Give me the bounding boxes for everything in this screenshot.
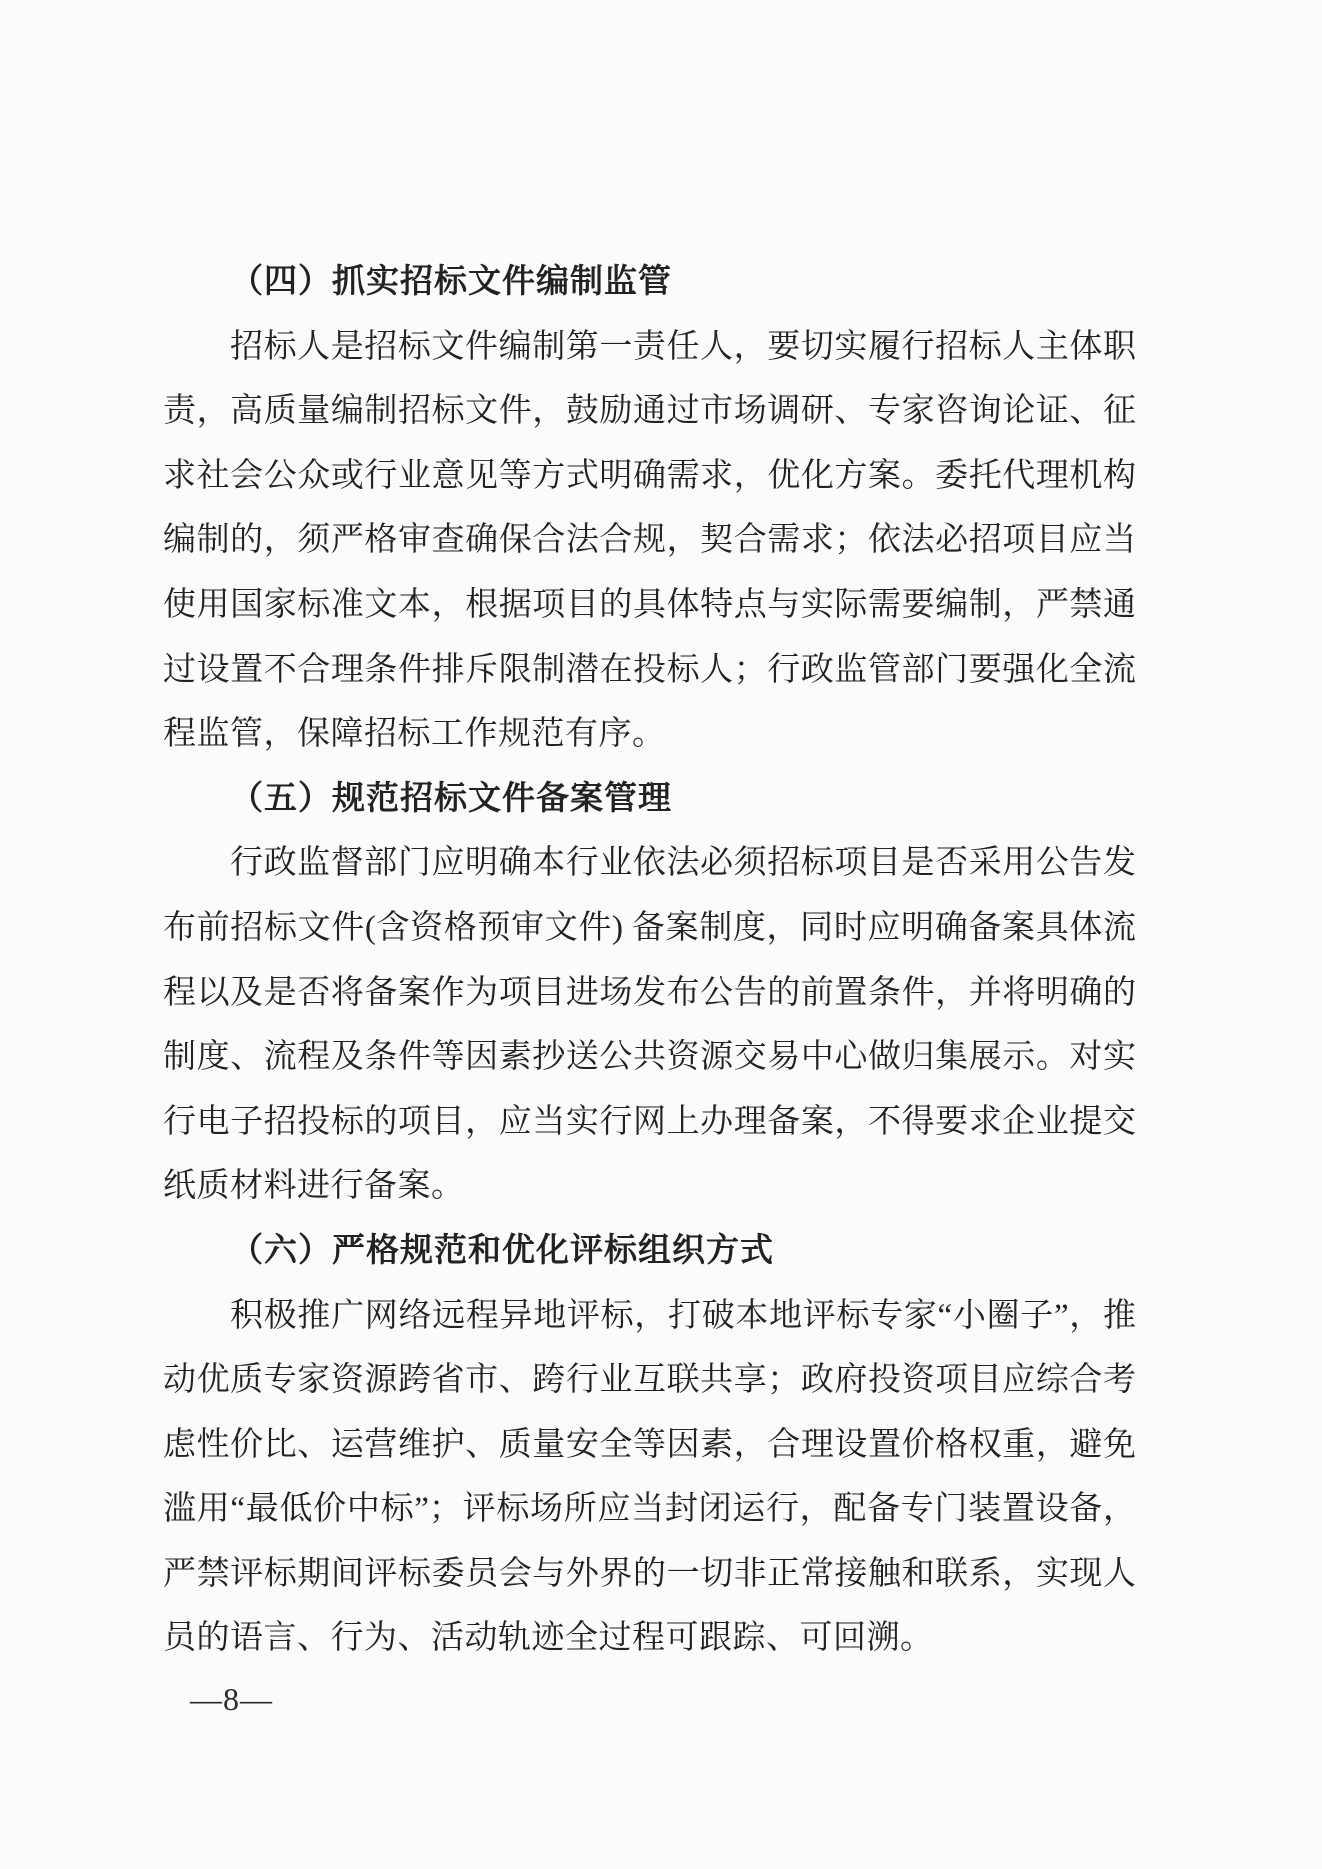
- document-body: [163, 250, 1136, 1671]
- text-line: 编制的，须严格审查确保合法合规，契合需求；依法必招项目应当: [163, 522, 1136, 559]
- text-line: 纸质材料进行备案。: [163, 1168, 465, 1205]
- text-line: 使用国家标准文本，根据项目的具体特点与实际需要编制，严禁通: [163, 586, 1136, 623]
- text-line: 过设置不合理条件排斥限制潜在投标人；行政监管部门要强化全流: [163, 651, 1136, 688]
- text-line: 积极推广网络远程异地评标，打破本地评标专家“小圈子”，推: [230, 1297, 1136, 1334]
- text-line: 虑性价比、运营维护、质量安全等因素，合理设置价格权重，避免: [163, 1426, 1136, 1463]
- text-line: 布前招标文件(含资格预审文件) 备案制度，同时应明确备案具体流: [163, 909, 1136, 946]
- page-number: —8—: [190, 1681, 273, 1717]
- text-line: 员的语言、行为、活动轨迹全过程可跟踪、可回溯。: [163, 1620, 934, 1657]
- text-line: 行电子招投标的项目，应当实行网上办理备案，不得要求企业提交: [163, 1103, 1136, 1140]
- text-line: 责，高质量编制招标文件，鼓励通过市场调研、专家咨询论证、征: [163, 393, 1136, 430]
- text-line: 制度、流程及条件等因素抄送公共资源交易中心做归集展示。对实: [163, 1039, 1136, 1076]
- section-heading-6: （六）严格规范和优化评标组织方式: [230, 1232, 774, 1269]
- text-line: 严禁评标期间评标委员会与外界的一切非正常接触和联系，实现人: [163, 1555, 1136, 1592]
- text-line: 招标人是招标文件编制第一责任人，要切实履行招标人主体职: [230, 328, 1136, 365]
- text-line: 行政监督部门应明确本行业依法必须招标项目是否采用公告发: [230, 845, 1136, 882]
- section-heading-5: （五）规范招标文件备案管理: [230, 780, 672, 817]
- text-line: 程以及是否将备案作为项目进场发布公告的前置条件，并将明确的: [163, 974, 1136, 1011]
- text-line: 动优质专家资源跨省市、跨行业互联共享；政府投资项目应综合考: [163, 1362, 1136, 1399]
- text-line: 求社会公众或行业意见等方式明确需求，优化方案。委托代理机构: [163, 457, 1136, 494]
- text-line: 滥用“最低价中标”；评标场所应当封闭运行，配备专门装置设备，: [163, 1491, 1136, 1528]
- section-heading-4: （四）抓实招标文件编制监管: [230, 264, 672, 300]
- text-line: 程监管，保障招标工作规范有序。: [163, 716, 666, 753]
